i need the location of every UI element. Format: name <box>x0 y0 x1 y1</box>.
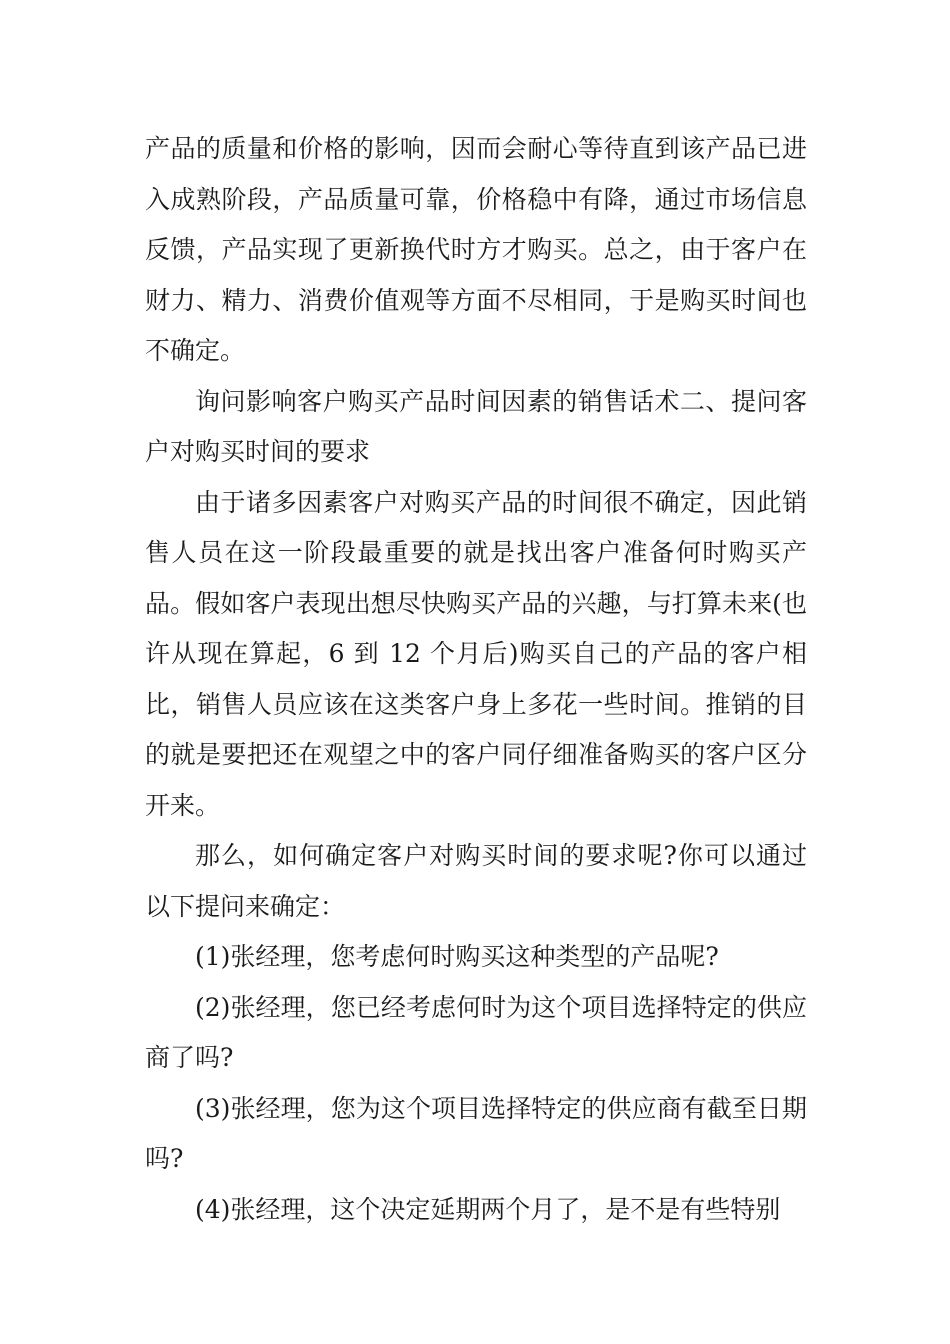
paragraph-timing-uncertainty: 由于诸多因素客户对购买产品的时间很不确定，因此销售人员在这一阶段最重要的就是找出客户准备何时购买产品。假如客户表现出想尽快购买产品的兴趣，与打算未来(也许从现在算起，6 到 12 个月后)购买自己的产品的客户相比，销售人员应该在这类客户身上多花一些时间。推销的目的就是要把还在观望之中的客户同仔细准备购买的客户区分开来。 <box>145 487 807 820</box>
question-item-3: (3)张经理，您为这个项目选择特定的供应商有截至日期吗? <box>145 1093 807 1173</box>
question-item-2: (2)张经理，您已经考虑何时为这个项目选择特定的供应商了吗? <box>145 992 807 1072</box>
paragraph-continuation: 产品的质量和价格的影响，因而会耐心等待直到该产品已进入成熟阶段，产品质量可靠，价格稳中有降，通过市场信息反馈，产品实现了更新换代时方才购买。总之，由于客户在财力、精力、消费价值观等方面不尽相同，于是购买时间也不确定。 <box>145 134 807 365</box>
document-body <box>145 124 807 1235</box>
paragraph-question-intro: 那么，如何确定客户对购买时间的要求呢?你可以通过以下提问来确定： <box>145 841 807 921</box>
question-item-1: (1)张经理，您考虑何时购买这种类型的产品呢? <box>195 942 719 971</box>
paragraph-section-heading: 询问影响客户购买产品时间因素的销售话术二、提问客户对购买时间的要求 <box>145 386 807 466</box>
question-item-4: (4)张经理，这个决定延期两个月了，是不是有些特别 <box>195 1194 781 1224</box>
